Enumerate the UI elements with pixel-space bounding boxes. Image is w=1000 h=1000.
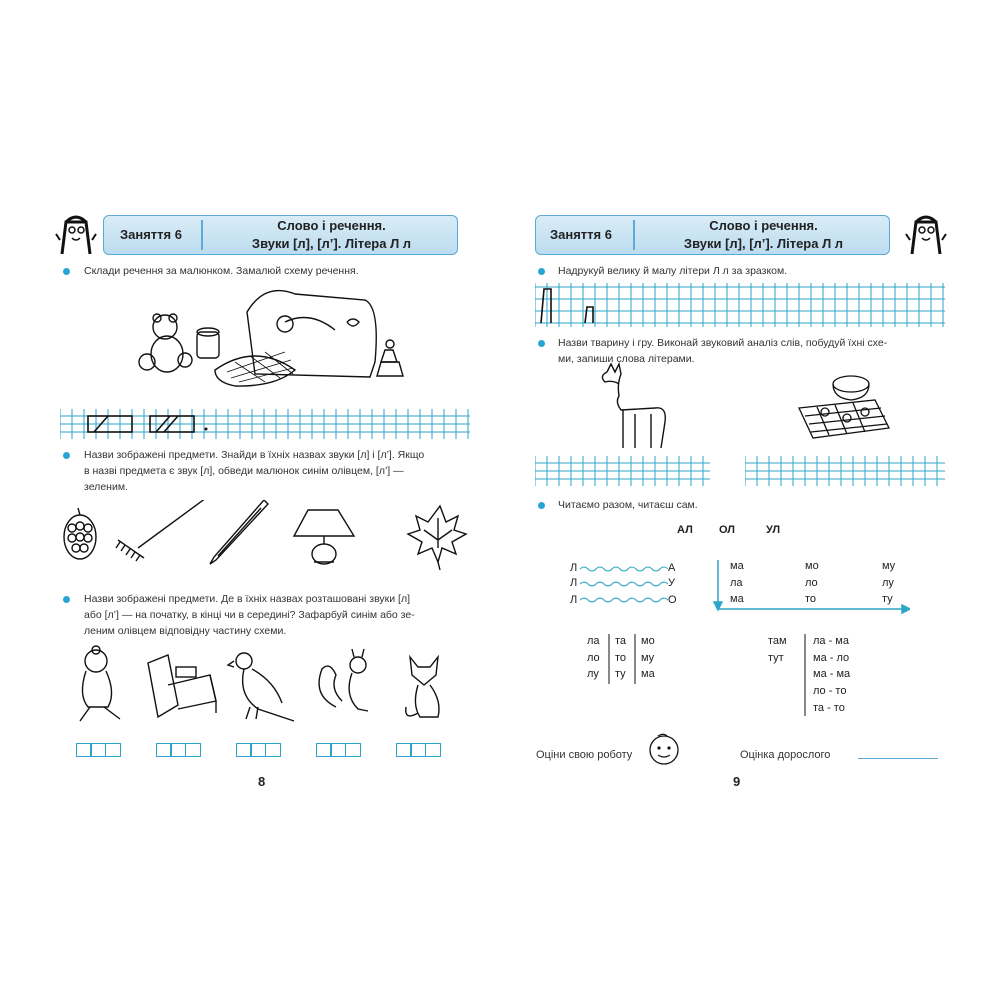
words-table-line [802, 634, 808, 718]
table-syllable: мо [641, 635, 655, 647]
task-bullet [63, 268, 70, 275]
slide-syllable: ту [882, 593, 893, 605]
word-schema [238, 743, 281, 757]
word-schema [158, 743, 201, 757]
task-bullet [538, 502, 545, 509]
mascot-letter-l-icon [902, 210, 948, 258]
word: тут [768, 652, 784, 664]
toys-bed-illustration [135, 282, 405, 392]
syllable: УЛ [766, 524, 781, 536]
table-syllable: лу [587, 668, 599, 680]
letter-grid [535, 283, 945, 327]
lamp-icon [294, 510, 354, 564]
sentence-grid [60, 409, 470, 439]
word: ло - то [813, 685, 847, 697]
squirrel-icon [319, 649, 368, 711]
raspberry-icon [64, 508, 96, 559]
table-syllable: то [615, 652, 627, 664]
task-2-line-2: в назві предмета є звук [л], обведи малюнок синім олівцем, [л’] — [84, 465, 404, 477]
lesson-label: Заняття 6 [120, 227, 182, 242]
word-schema [78, 743, 121, 757]
slide-syllable: лу [882, 577, 894, 589]
right-page [500, 0, 1000, 1000]
fox-icon [406, 657, 439, 717]
adult-rate-label: Оцінка дорослого [740, 749, 831, 761]
bed-icon [148, 655, 216, 717]
task-bullet [538, 268, 545, 275]
adult-rate-line[interactable] [858, 758, 938, 759]
task-3-line-1: Назви зображені предмети. Де в їхніх назвах розташовані звуки [л] [84, 593, 410, 605]
llama-icon [595, 362, 675, 452]
task-3-line-3: леним олівцем відповідну частину схеми. [84, 625, 287, 637]
maple-leaf-icon [408, 506, 466, 570]
lesson-label: Заняття 6 [550, 227, 612, 242]
word: ла - ма [813, 635, 849, 647]
task-2-line-1: Назви тварину і гру. Виконай звуковий аналіз слів, побудуй їхні схе- [558, 337, 888, 349]
doll-icon [80, 646, 120, 721]
slide-syllable: ма [730, 593, 744, 605]
task-bullet [538, 340, 545, 347]
task-1-text: Надрукуй велику й малу літери Л л за зразком. [558, 265, 788, 277]
word: ма - ма [813, 668, 851, 680]
self-rate-label: Оціни свою роботу [536, 749, 633, 761]
task-2-line-3: зеленим. [84, 481, 128, 493]
mascot-letter-l-icon [52, 210, 98, 258]
slide-syllable: то [805, 593, 817, 605]
lesson-header [103, 215, 458, 255]
smiley-face-icon[interactable] [646, 731, 682, 767]
slide-syllable: ма [730, 560, 744, 572]
task-bullet [63, 452, 70, 459]
slide-letter: Л [570, 562, 578, 574]
rake-icon [116, 500, 206, 561]
table-syllable: ло [587, 652, 600, 664]
word: ма - ло [813, 652, 850, 664]
word: та - то [813, 702, 845, 714]
task-2-text [84, 447, 424, 495]
page-number: 8 [258, 774, 266, 789]
title-line-2: Звуки [л], [л’]. Літера Л л [683, 236, 844, 251]
table-syllable: ма [641, 668, 655, 680]
word: там [768, 635, 787, 647]
pencil-icon [210, 500, 268, 564]
task-1-text: Склади речення за малюнком. Замалюй схему речення. [84, 265, 359, 277]
header-divider [201, 220, 203, 250]
word-schema [398, 743, 441, 757]
task-3-text [84, 591, 415, 639]
slide-letter: У [668, 577, 675, 589]
parrot-icon [228, 653, 294, 721]
syllable: АЛ [677, 524, 693, 536]
word-schema [318, 743, 361, 757]
pictures-row [68, 645, 468, 725]
table-syllable: му [641, 652, 655, 664]
slide-syllable: ло [805, 577, 818, 589]
slide-syllable: ла [730, 577, 743, 589]
table-syllable: ту [615, 668, 626, 680]
syllable: ОЛ [719, 524, 736, 536]
lesson-header [535, 215, 890, 255]
slide-letter: Л [570, 594, 578, 606]
slide-waves [580, 564, 668, 606]
slide-letter: А [668, 562, 676, 574]
objects-row [58, 500, 468, 570]
lotto-game-icon [795, 372, 895, 442]
title-line-1: Слово і речення. [709, 218, 818, 233]
slide-syllable: мо [805, 560, 819, 572]
slide-syllable: му [882, 560, 896, 572]
header-divider [633, 220, 635, 250]
table-syllable: та [615, 635, 627, 647]
lesson-title [636, 217, 891, 253]
analysis-grid-1 [535, 456, 710, 486]
slide-letter: Л [570, 577, 578, 589]
task-2-line-2: ми, запиши слова літерами. [558, 353, 695, 365]
task-3-text: Читаємо разом, читаєш сам. [558, 499, 698, 511]
analysis-grid-2 [745, 456, 945, 486]
task-3-line-2: або [л’] — на початку, в кінці чи в середині? Зафарбуй синім або зе- [84, 609, 415, 621]
page-number: 9 [733, 774, 741, 789]
task-bullet [63, 596, 70, 603]
slide-letter: О [668, 594, 677, 606]
title-line-1: Слово і речення. [277, 218, 386, 233]
table-syllable: ла [587, 635, 600, 647]
lesson-title [204, 217, 459, 253]
title-line-2: Звуки [л], [л’]. Літера Л л [251, 236, 412, 251]
task-2-line-1: Назви зображені предмети. Знайди в їхніх назвах звуки [л] і [л’]. Якщо [84, 449, 425, 461]
